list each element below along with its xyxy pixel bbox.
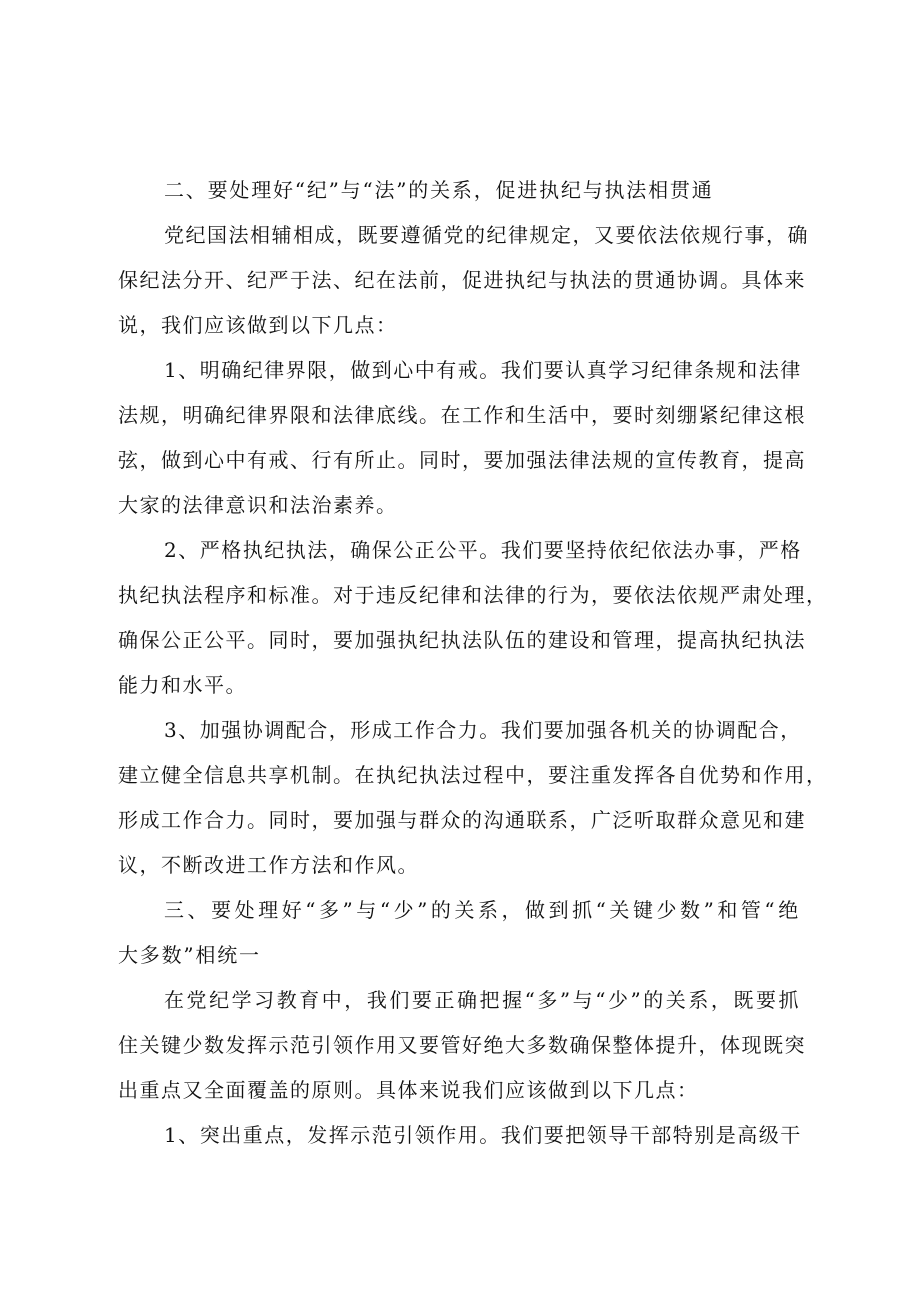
- paragraph-line: 建立健全信息共享机制。在执纪执法过程中，要注重发挥各自优势和作用，: [118, 763, 828, 787]
- heading-line: 三、要处理好“多”与“少”的关系，做到抓“关键少数”和管“绝: [164, 898, 800, 922]
- paragraph-line: 弦，做到心中有戒、行有所止。同时，要加强法律法规的宣传教育，提高: [118, 448, 806, 472]
- section-2-item-1-paragraph: [118, 348, 806, 528]
- section-2-item-3-paragraph: [118, 708, 828, 888]
- section-3-intro-paragraph: [118, 978, 806, 1113]
- paragraph-line: 大家的法律意识和法治素养。: [118, 493, 398, 517]
- section-2-intro-paragraph: [118, 213, 809, 348]
- paragraph-line: 2、严格执纪执法，确保公正公平。我们要坚持依纪依法办事，严格: [164, 538, 802, 562]
- heading-line: 二、要处理好“纪”与“法”的关系，促进执纪与执法相贯通: [164, 178, 714, 202]
- paragraph-line: 说，我们应该做到以下几点：: [118, 313, 398, 337]
- paragraph-line: 党纪国法相辅相成，既要遵循党的纪律规定，又要依法依规行事，确: [164, 223, 809, 247]
- paragraph-line: 确保公正公平。同时，要加强执纪执法队伍的建设和管理，提高执纪执法: [118, 628, 806, 652]
- paragraph-line: 形成工作合力。同时，要加强与群众的沟通联系，广泛听取群众意见和建: [118, 808, 806, 832]
- paragraph-line: 在党纪学习教育中，我们要正确把握“多”与“少”的关系，既要抓: [164, 988, 800, 1012]
- heading-line: 大多数”相统一: [118, 943, 261, 967]
- paragraph-line: 保纪法分开、纪严于法、纪在法前，促进执纪与执法的贯通协调。具体来: [118, 268, 806, 292]
- paragraph-line: 法规，明确纪律界限和法律底线。在工作和生活中，要时刻绷紧纪律这根: [118, 403, 806, 427]
- paragraph-line: 1、明确纪律界限，做到心中有戒。我们要认真学习纪律条规和法律: [164, 358, 802, 382]
- paragraph-line: 1、突出重点，发挥示范引领作用。我们要把领导干部特别是高级干: [164, 1123, 802, 1147]
- document-body: [118, 168, 828, 1158]
- section-2-item-2-paragraph: [118, 528, 828, 708]
- paragraph-line: 住关键少数发挥示范引领作用又要管好绝大多数确保整体提升，体现既突: [118, 1033, 806, 1057]
- section-3-item-1-paragraph: [118, 1113, 800, 1158]
- paragraph-line: 能力和水平。: [118, 673, 247, 697]
- paragraph-line: 出重点又全面覆盖的原则。具体来说我们应该做到以下几点：: [118, 1078, 699, 1102]
- paragraph-line: 3、加强协调配合，形成工作合力。我们要加强各机关的协调配合，: [164, 718, 802, 742]
- section-3-heading: [118, 888, 800, 978]
- paragraph-line: 执纪执法程序和标准。对于违反纪律和法律的行为，要依法依规严肃处理，: [118, 583, 828, 607]
- section-2-heading: [118, 168, 800, 213]
- paragraph-line: 议，不断改进工作方法和作风。: [118, 853, 419, 877]
